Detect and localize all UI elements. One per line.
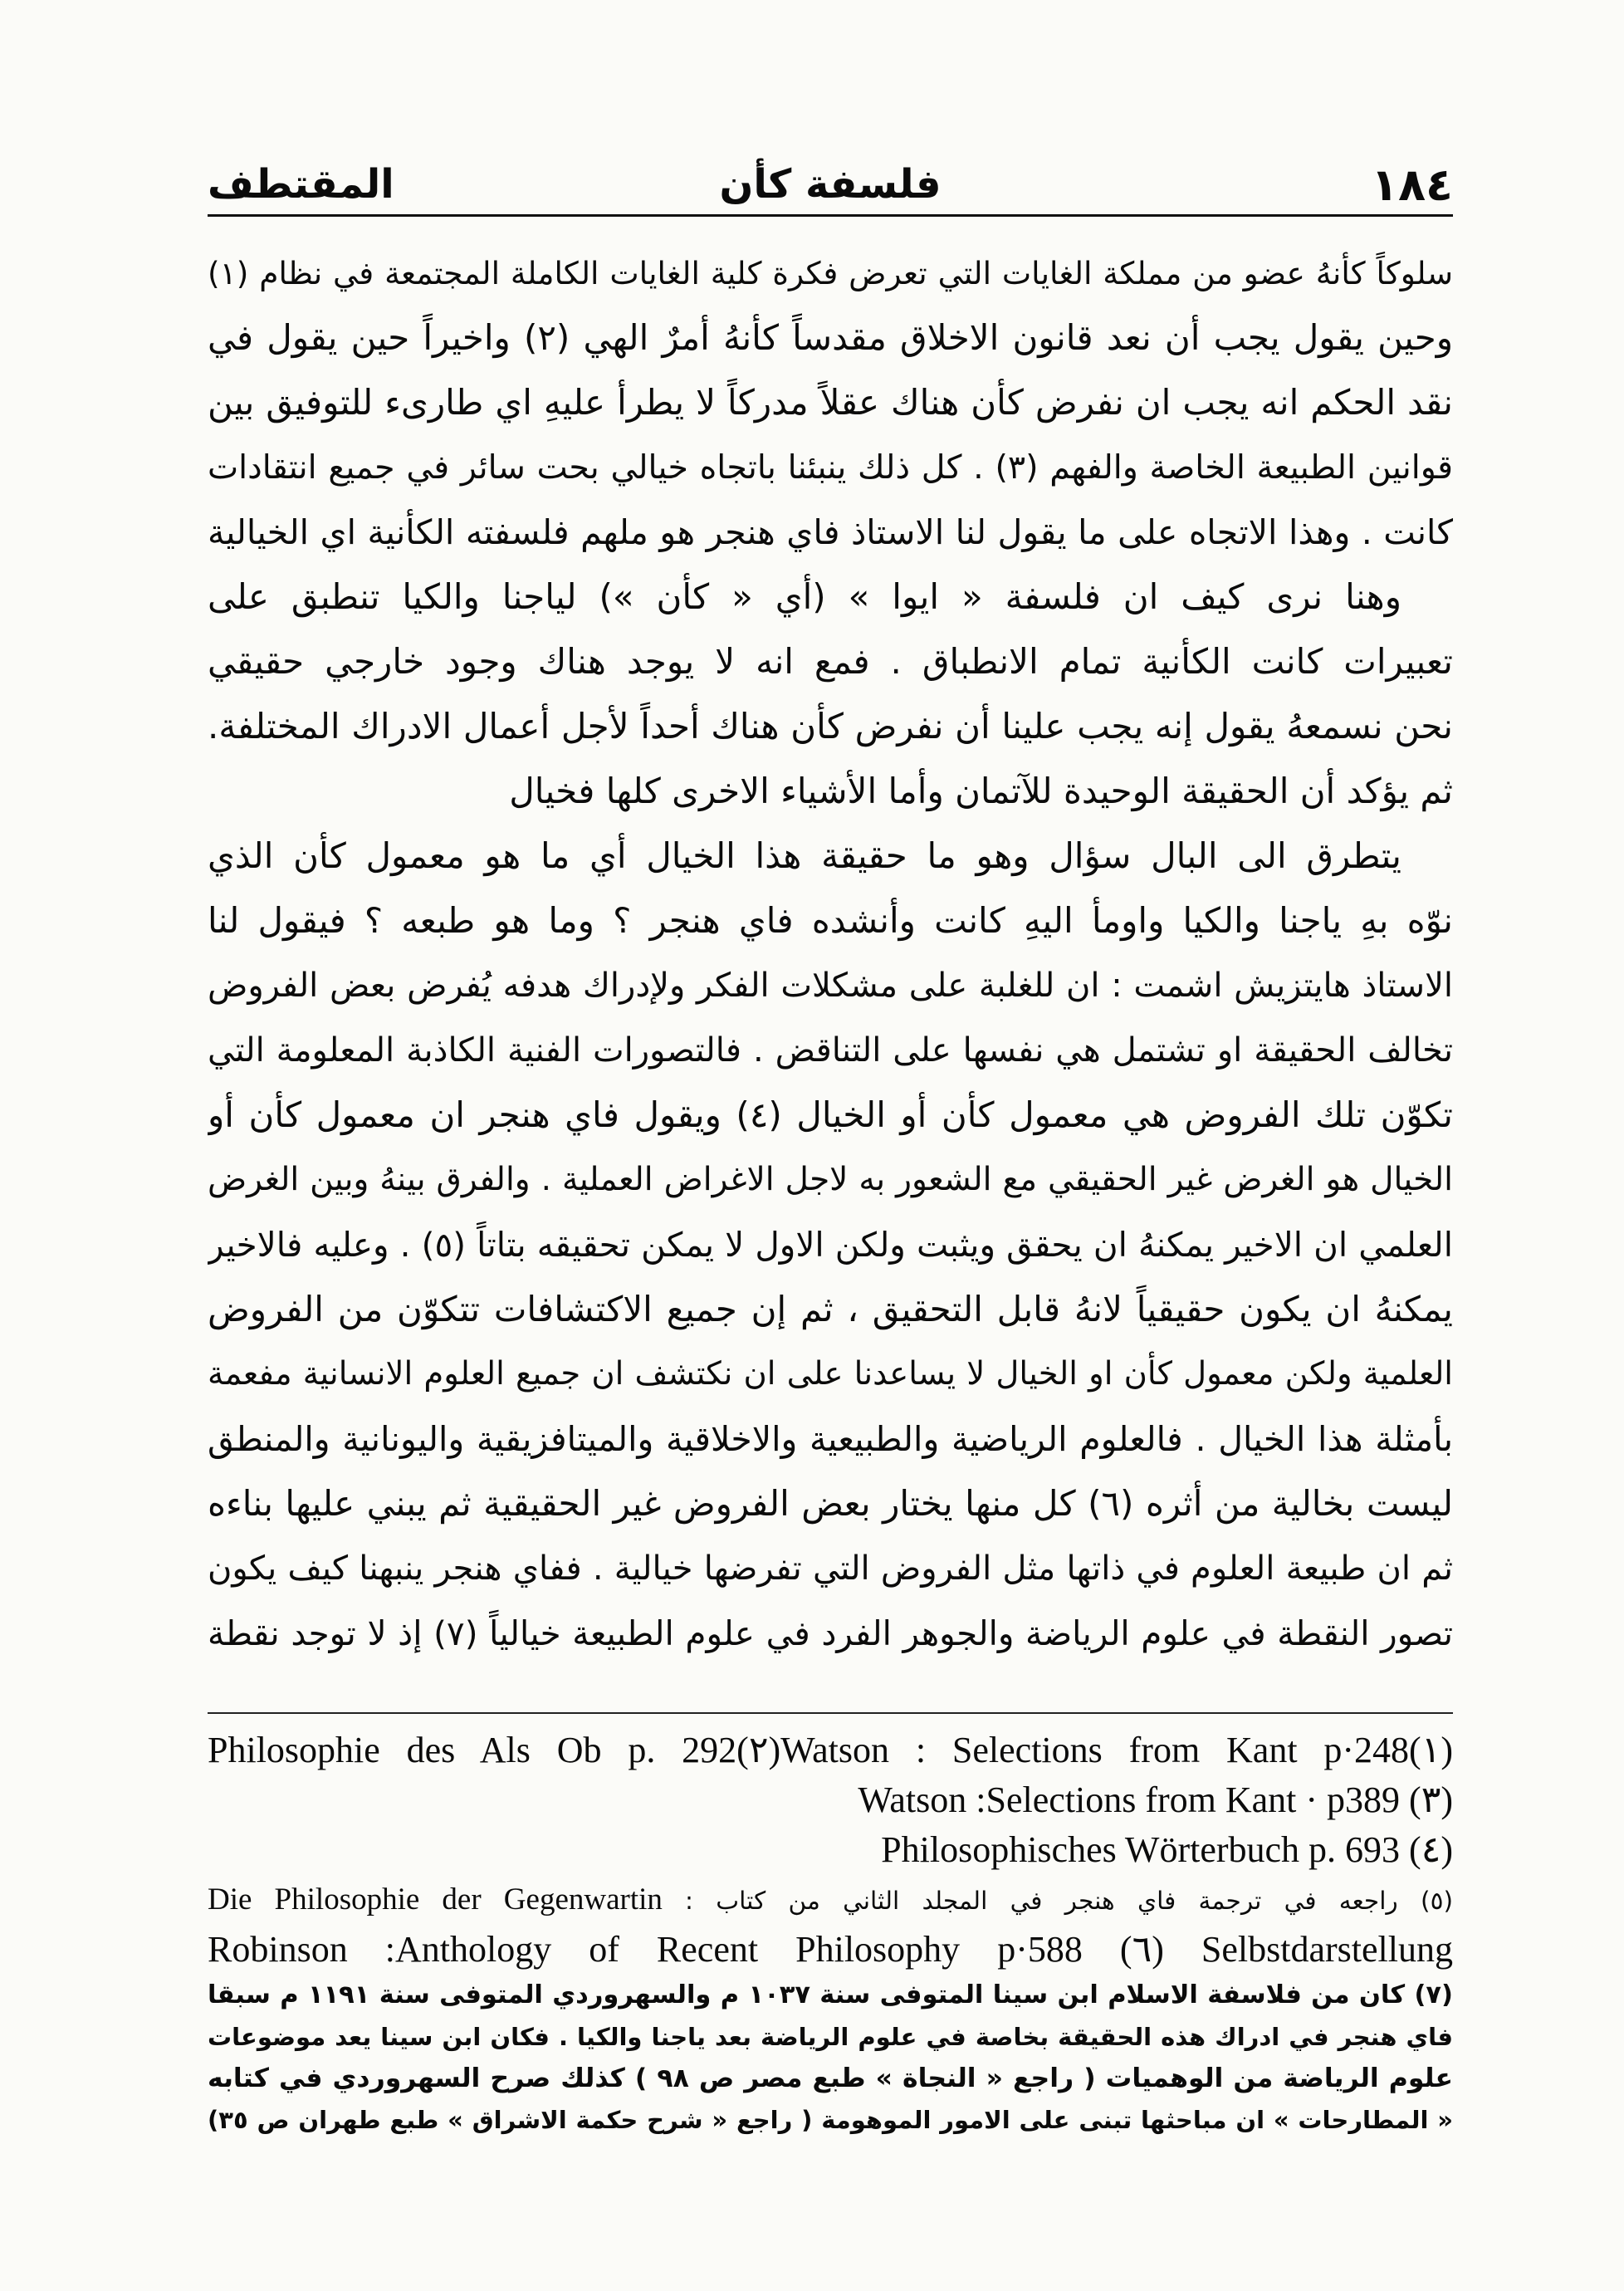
body-line: يمكنهُ ان يكون حقيقياً لانهُ قابل التحقيق ، ثم إن جميع الاكتشافات تتكوّن من الفروض <box>208 1289 1453 1329</box>
body-line: يتطرق الى البال سؤال وهو ما حقيقة هذا الخيال أي ما هو معمول كأن الذي <box>208 835 1401 876</box>
body-line: ثم ان طبيعة العلوم في ذاتها مثل الفروض التي تفرضها خيالية . ففاي هنجر ينبهنا كيف يكون <box>208 1549 1453 1588</box>
body-line: تصور النقطة في علوم الرياضة والجوهر الفرد في علوم الطبيعة خيالياً (٧) إذ لا توجد نقطة <box>208 1613 1453 1653</box>
footnote-line: « المطارحات » ان مباحثها تبنى على الامور الموهومة ( راجع « شرح حكمة الاشراق » طبع طهران ص ٣٥) <box>208 2106 1453 2134</box>
journal-name: المقتطف <box>208 161 394 208</box>
footnote-line: Philosophisches Wörterbuch p. 693 (٤) <box>881 1829 1453 1870</box>
footnote-arabic-part: (٥) راجعه في ترجمة فاي هنجر في المجلد الثاني من كتاب : <box>685 1887 1453 1915</box>
page-number: ١٨٤ <box>1371 158 1453 211</box>
footnotes <box>208 1726 1453 2141</box>
footnote-separator <box>208 1712 1453 1714</box>
body-line: العلمية ولكن معمول كأن او الخيال لا يساعدنا على ان نكتشف ان جميع العلوم الانسانية مفعمة <box>208 1355 1453 1393</box>
paragraph <box>208 241 1453 565</box>
body-line: نوّه بهِ ياجنا والكيا واومأ اليهِ كانت وأنشده فاي هنجر ؟ وما هو طبعه ؟ فيقول لنا <box>208 900 1453 941</box>
body-line: نحن نسمعهُ يقول إنه يجب علينا أن نفرض كأن هناك أحداً لأجل أعمال الادراك المختلفة. <box>208 706 1453 747</box>
footnote-line: Robinson :Anthology of Recent Philosophy p·588 (٦) Selbstdarstellung <box>208 1929 1453 1970</box>
body-line: العلمي ان الاخير يمكنهُ ان يحقق ويثبت ولكن الاول لا يمكن تحقيقه بتاتاً (٥) . وعليه فالاخير <box>208 1225 1453 1265</box>
body-line: تعبيرات كانت الكأنية تمام الانطباق . فمع انه لا يوجد هناك وجود خارجي حقيقي <box>208 641 1453 682</box>
body-line: وهنا نرى كيف ان فلسفة « ايوا » (أي « كأن ») لياجنا والكيا تنطبق على <box>208 576 1401 617</box>
footnote-line: Watson :Selections from Kant · p389 (٣) <box>858 1779 1453 1820</box>
body-line: تخالف الحقيقة او تشتمل هي نفسها على التناقض . فالتصورات الفنية الكاذبة المعلومة التي <box>208 1031 1453 1070</box>
body-text <box>208 241 1453 1666</box>
running-header <box>208 154 1453 217</box>
body-line: ليست بخالية من أثره (٦) كل منها يختار بعض الفروض غير الحقيقية ثم يبني عليها بناءه <box>208 1483 1453 1524</box>
body-line: بأمثلة هذا الخيال . فالعلوم الرياضية والطبيعية والاخلاقية والميتافزيقية واليونانية والمنطق <box>208 1419 1453 1459</box>
body-line: كانت . وهذا الاتجاه على ما يقول لنا الاستاذ فاي هنجر هو ملهم فلسفته الكأنية اي الخيالية <box>208 512 1453 552</box>
footnote-line <box>208 1875 1453 1925</box>
body-line: تكوّن تلك الفروض هي معمول كأن أو الخيال (٤) ويقول فاي هنجر ان معمول كأن أو <box>208 1094 1453 1135</box>
body-line: الخيال هو الغرض غير الحقيقي مع الشعور به لاجل الاغراض العملية . والفرق بينهُ وبين الغرض <box>208 1161 1453 1198</box>
body-line: ثم يؤكد أن الحقيقة الوحيدة للآتمان وأما الأشياء الاخرى كلها فخيال <box>509 771 1453 811</box>
article-title: فلسفة كأن <box>719 161 942 208</box>
paragraph <box>208 565 1453 824</box>
body-line: نقد الحكم انه يجب ان نفرض كأن هناك عقلاً مدركاً لا يطرأ عليهِ اي طارىء للتوفيق بين <box>208 382 1453 423</box>
footnote-latin-part: Die Philosophie der Gegenwartin <box>208 1882 663 1917</box>
footnote-line: (٧) كان من فلاسفة الاسلام ابن سينا المتوفى سنة ١٠٣٧ م والسهروردي المتوفى سنة ١١٩١ م سبقا <box>208 1980 1453 2010</box>
footnote-line: علوم الرياضة من الوهميات ( راجع « النجاة » طبع مصر ص ٩٨ ) كذلك صرح السهروردي في كتابه <box>208 2063 1453 2093</box>
body-line: وحين يقول يجب أن نعد قانون الاخلاق مقدساً كأنهُ أمرٌ الهي (٢) واخيراً حين يقول في <box>208 317 1453 358</box>
body-line: الاستاذ هايتزيش اشمت : ان للغلبة على مشكلات الفكر ولإدراك هدفه يُفرض بعض الفروض <box>208 967 1453 1005</box>
body-line: سلوكاً كأنهُ عضو من مملكة الغايات التي تعرض فكرة كلية الغايات الكاملة المجتمعة في نظام (١) <box>208 255 1453 291</box>
body-line: قوانين الطبيعة الخاصة والفهم (٣) . كل ذلك ينبئنا باتجاه خيالي بحت سائر في جميع انتقادات <box>208 448 1453 487</box>
footnote-line: Philosophie des Als Ob p. 292(٢)Watson : Selections from Kant p·248(١) <box>208 1730 1453 1770</box>
footnote-line: فاي هنجر في ادراك هذه الحقيقة بخاصة في علوم الرياضة بعد ياجنا والكيا . فكان ابن سينا يعد موضوعات <box>208 2023 1453 2051</box>
paragraph <box>208 824 1453 1666</box>
